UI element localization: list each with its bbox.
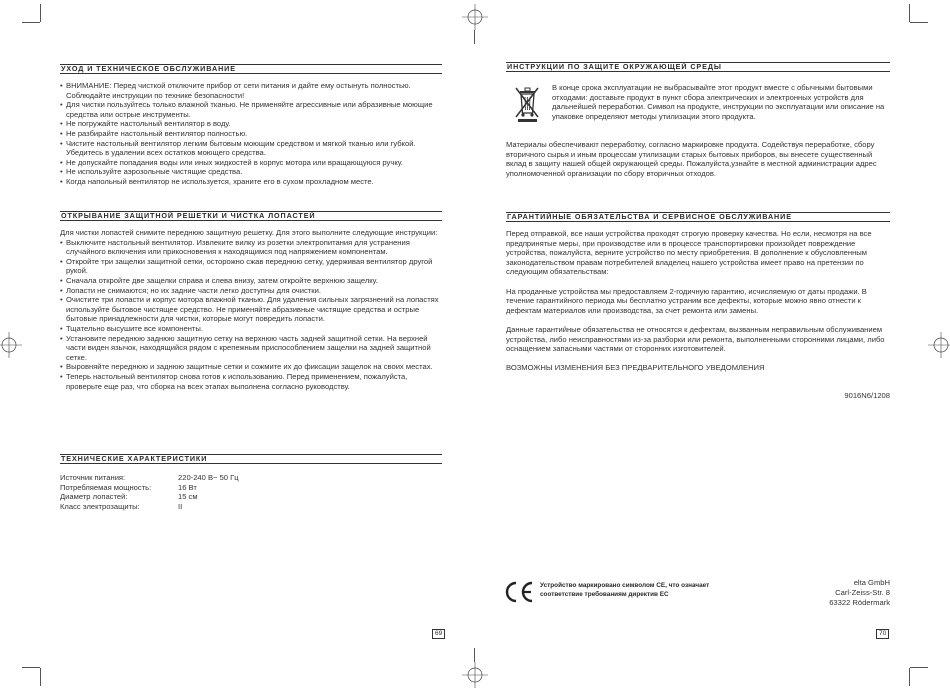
grille-section-title: ОТКРЫВАНИЕ ЗАЩИТНОЙ РЕШЕТКИ И ЧИСТКА ЛОПАСТЕЙ <box>60 211 442 221</box>
spec-row <box>60 473 442 483</box>
list-item: • Для чистки пользуйтесь только влажной тканью. Не применяйте агрессивные или абразивные моющие средства или острые инструменты. <box>60 100 442 119</box>
list-item: • Теперь настольный вентилятор снова готов к использованию. Перед применением, пожалуйста, проверьте еще раз, что сборка на всех этапах выполнена согласно руководству. <box>60 372 442 391</box>
crop-mark <box>909 4 910 22</box>
list-item: • Сначала откройте две защелки справа и слева внизу, затем откройте верхнюю защелку. <box>60 276 442 286</box>
crossed-out-wheelie-bin-icon <box>512 84 542 122</box>
spec-value: 16 Вт <box>178 482 197 492</box>
crop-mark <box>909 668 910 686</box>
crop-mark <box>910 22 928 23</box>
list-item: • Не погружайте настольный вентилятор в воду. <box>60 119 442 129</box>
warranty-body <box>506 229 890 373</box>
grille-intro: Для чистки лопастей снимите переднюю защитную решетку. Для этого выполните следующие инструкции: <box>60 228 438 237</box>
spec-row <box>60 502 442 512</box>
grille-body <box>60 228 442 391</box>
company-city: 63322 Rödermark <box>829 598 890 607</box>
registration-mark-bottom-icon <box>462 662 488 688</box>
spec-value: 15 см <box>178 492 198 502</box>
crop-mark <box>22 667 40 668</box>
list-item: • Установите переднюю заднюю защитную сетку на верхнюю часть задней защитной сетки. На верхней части виден язычок, находящийся рядом с крепежным приспособлением защелки на задней защитной сетке. <box>60 334 442 363</box>
specs-section-title: ТЕХНИЧЕСКИЕ ХАРАКТЕРИСТИКИ <box>60 454 442 464</box>
crop-mark <box>910 667 928 668</box>
company-street: Carl-Zeiss-Str. 8 <box>835 588 890 597</box>
registration-mark-right-icon <box>928 332 950 358</box>
crop-mark <box>40 668 41 686</box>
environment-section-title: ИНСТРУКЦИИ ПО ЗАЩИТЕ ОКРУЖАЮЩЕЙ СРЕДЫ <box>506 62 890 72</box>
list-item: • Лопасти не снимаются; но их задние части легко доступны для очистки. <box>60 286 442 296</box>
spec-label: Класс электрозащиты: <box>60 501 140 511</box>
crop-mark <box>40 4 41 22</box>
list-item: • Не разбирайте настольный вентилятор полностью. <box>60 129 442 139</box>
change-notice: ВОЗМОЖНЫ ИЗМЕНЕНИЯ БЕЗ ПРЕДВАРИТЕЛЬНОГО УВЕДОМЛЕНИЯ <box>506 363 765 373</box>
crop-mark <box>22 22 40 23</box>
spec-label: Диаметр лопастей: <box>60 492 128 502</box>
list-item: • Не допускайте попадания воды или иных жидкостей в корпус мотора или вращающуюся ручку. <box>60 158 442 168</box>
spec-row <box>60 483 442 493</box>
page-number-right: 70 <box>876 629 889 639</box>
ce-statement-line: Устройство маркировано символом СЕ, что означает <box>540 582 710 589</box>
warranty-section-title: ГАРАНТИЙНЫЕ ОБЯЗАТЕЛЬСТВА И СЕРВИСНОЕ ОБСЛУЖИВАНИЕ <box>506 212 890 222</box>
spec-value: II <box>178 501 183 511</box>
center-fold-mark <box>474 30 475 44</box>
spec-row <box>60 492 442 502</box>
warranty-paragraph-1: Перед отправкой, все наши устройства проходят строгую проверку качества. Но если, несмотря на все предпринятые меры, при производстве или в процессе транспортировки произойдет повреждение устройства, пожалуйста, верните устройство по месту приобретения. В дополнение к обусловленным законодательством правам потребителей владелец нашего устройства имеет право на претензии по следующим обязательствам: <box>506 229 872 277</box>
maintenance-list <box>60 81 442 187</box>
spec-label: Потребляемая мощность: <box>60 482 152 492</box>
maintenance-section-title: УХОД И ТЕХНИЧЕСКОЕ ОБСЛУЖИВАНИЕ <box>60 64 442 74</box>
list-item: • Выключите настольный вентилятор. Извлеките вилку из розетки электропитания для устранения случайного включения или прикосновения к находящимся под напряжением компонентам. <box>60 238 442 257</box>
document-code: 9016N6/1208 <box>844 391 890 400</box>
list-item: • Очистите три лопасти и корпус мотора влажной тканью. Для удаления сильных загрязнений на лопастях используйте бытовое чистящее средство. Не применяйте абразивные чистящие средства и острые бытовые принадлежности для чистки, которые могут повредить лопасти. <box>60 295 442 324</box>
spec-label: Источник питания: <box>60 473 126 482</box>
list-item: • Откройте три защелки защитной сетки, осторожно сжав переднюю сетку, удерживая вентилятор другой рукой. <box>60 257 442 276</box>
page-number-left: 69 <box>432 629 445 639</box>
list-item: • Не используйте аэрозольные чистящие средства. <box>60 167 442 177</box>
environment-paragraph-1: В конце срока эксплуатации не выбрасывайте этот продукт вместе с обычными бытовыми отходами: доставьте продукт в пункт сбора электрических и электронных устройств для дальнейшей переработки. Символ на продукте, инструкции по эксплуатации или описание на упаковке определяют методы утилизации этого продукта. <box>552 83 885 121</box>
list-item: • Чистите настольный вентилятор легким бытовым моющим средством и мягкой тканью или губкой. Убедитесь в удалении всех остатков моющего средства. <box>60 139 442 158</box>
center-fold-mark <box>474 648 475 662</box>
list-item: • Когда напольный вентилятор не используется, храните его в сухом прохладном месте. <box>60 177 442 187</box>
list-item: • ВНИМАНИЕ: Перед чисткой отключите прибор от сети питания и дайте ему остынуть полностью. Соблюдайте инструкции по технике безопасности! <box>60 81 442 100</box>
list-item: • Выровняйте переднюю и заднюю защитные сетки и сожмите их до фиксации защелок на своих местах. <box>60 362 442 372</box>
manufacturer-address <box>760 578 890 608</box>
spec-value: 220-240 В~ 50 Гц <box>178 473 239 482</box>
registration-mark-left-icon <box>0 332 22 358</box>
ce-mark-icon <box>503 580 535 604</box>
list-item: • Тщательно высушите все компоненты. <box>60 324 442 334</box>
warranty-paragraph-3: Данные гарантийные обязательства не относятся к дефектам, вызванным неправильным обслуживанием устройства, либо неисправностями из-за разборки или ремонта, выполненными сторонними лицами, либо оснащением запасными частями от сторонних изготовителей. <box>506 324 885 354</box>
specs-table <box>60 473 442 511</box>
warranty-paragraph-2: На проданные устройства мы предоставляем 2-годичную гарантию, исчисляемую от даты продажи. В течение гарантийного периода мы бесплатно устраним все дефекты, которые можно явно отнести к дефектам материалов или производства, за счет ремонта или замены. <box>506 286 867 315</box>
environment-paragraph-2: Материалы обеспечивают переработку, согласно маркировке продукта. Содействуя переработке, сбору вторичного сырья и иным процессам утилизации старых бытовых приборов, вы внесете существенный вклад в защиту нашей общей окружающей среды. Пожалуйста,узнайте в местной администрации адрес уполномоченной организации по сбору вторичных отходов. <box>506 140 877 178</box>
registration-mark-top-icon <box>462 4 488 30</box>
ce-statement-line: соответствие требованиям директив ЕС <box>540 590 669 598</box>
company-name: elta GmbH <box>853 578 890 587</box>
